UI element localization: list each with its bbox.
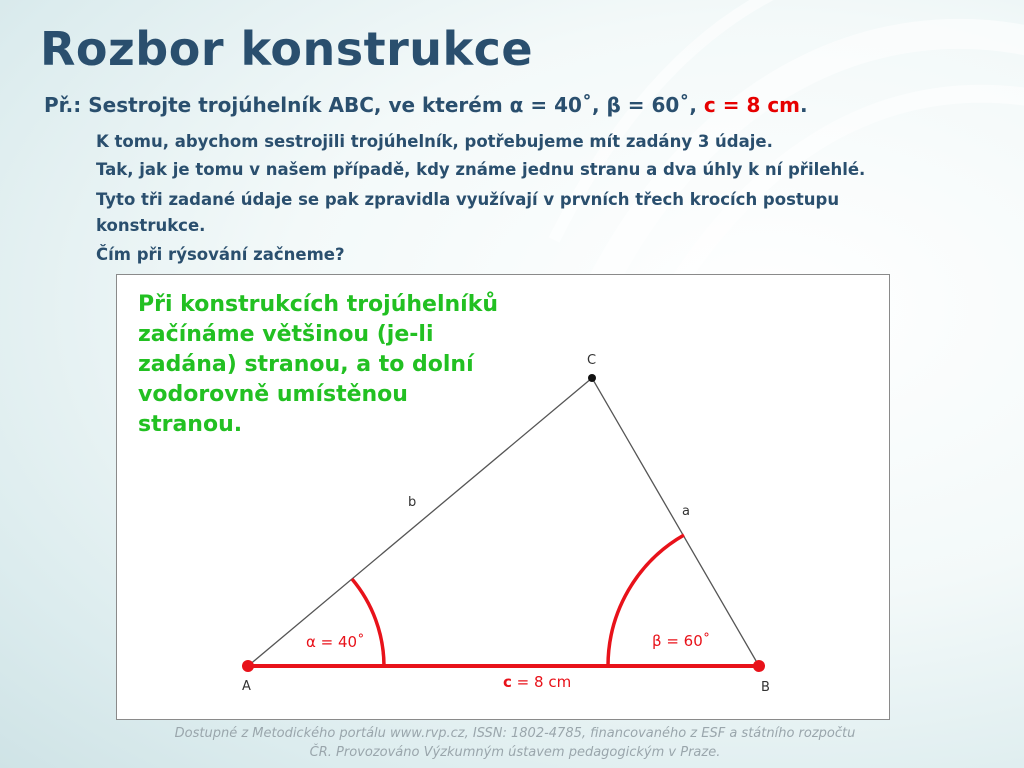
side-c-letter: c: [503, 673, 512, 691]
vertex-b-point: [753, 660, 765, 672]
beta-angle-symbol: β: [652, 632, 662, 650]
side-a-line: [592, 378, 759, 666]
explanation-line: K tomu, abychom sestrojili trojúhelník, potřebujeme mít zadány 3 údaje.: [96, 132, 773, 151]
explanation-line: Tyto tři zadané údaje se pak zpravidla využívají v prvních třech krocích postupu: [96, 190, 840, 209]
explanation-line: Čím při rýsování začneme?: [96, 245, 345, 264]
footer-line: Dostupné z Metodického portálu www.rvp.cz, ISSN: 1802-4785, financovaného z ESF a státního rozpočtu: [174, 726, 856, 741]
side-a-label: a: [682, 504, 690, 519]
note-line: zadána) stranou, a to dolní: [138, 352, 474, 377]
note-line: vodorovně umístěnou: [138, 382, 408, 407]
alpha-arc: [352, 579, 384, 666]
note-line: stranou.: [138, 412, 243, 437]
vertex-a-label: A: [242, 679, 251, 694]
beta-angle-value: = 60˚: [661, 632, 711, 650]
task-statement: [44, 93, 808, 117]
alpha-angle-label: [306, 633, 365, 651]
footer-line: ČR. Provozováno Výzkumným ústavem pedagogickým v Praze.: [309, 745, 721, 760]
vertex-b-label: B: [761, 680, 770, 695]
beta-symbol: β: [606, 93, 621, 117]
footer-credit: [0, 724, 1024, 762]
beta-angle-label: [652, 632, 710, 650]
vertex-a-point: [242, 660, 254, 672]
side-c-label: [503, 673, 571, 691]
alpha-angle-symbol: α: [306, 633, 316, 651]
construction-note: [138, 290, 558, 440]
slide-title: Rozbor konstrukce: [40, 22, 534, 76]
side-c-value: c = 8 cm: [703, 93, 801, 117]
note-line: Při konstrukcích trojúhelníků: [138, 292, 498, 317]
explanation-line: konstrukce.: [96, 216, 206, 235]
note-line: začínáme většinou (je-li: [138, 322, 434, 347]
task-suffix: .: [800, 93, 808, 117]
task-prefix: Př.: Sestrojte trojúhelník ABC, ve kterém: [44, 93, 510, 117]
vertex-c-point: [588, 374, 596, 382]
vertex-c-label: C: [587, 353, 597, 368]
side-c-length: = 8 cm: [511, 673, 572, 691]
explanation-line: Tak, jak je tomu v našem případě, kdy známe jednu stranu a dva úhly k ní přilehlé.: [96, 160, 866, 179]
alpha-value: = 40˚,: [523, 93, 607, 117]
alpha-angle-value: = 40˚: [315, 633, 365, 651]
alpha-symbol: α: [509, 93, 524, 117]
beta-value: = 60˚,: [620, 93, 704, 117]
side-b-label: b: [408, 495, 417, 510]
